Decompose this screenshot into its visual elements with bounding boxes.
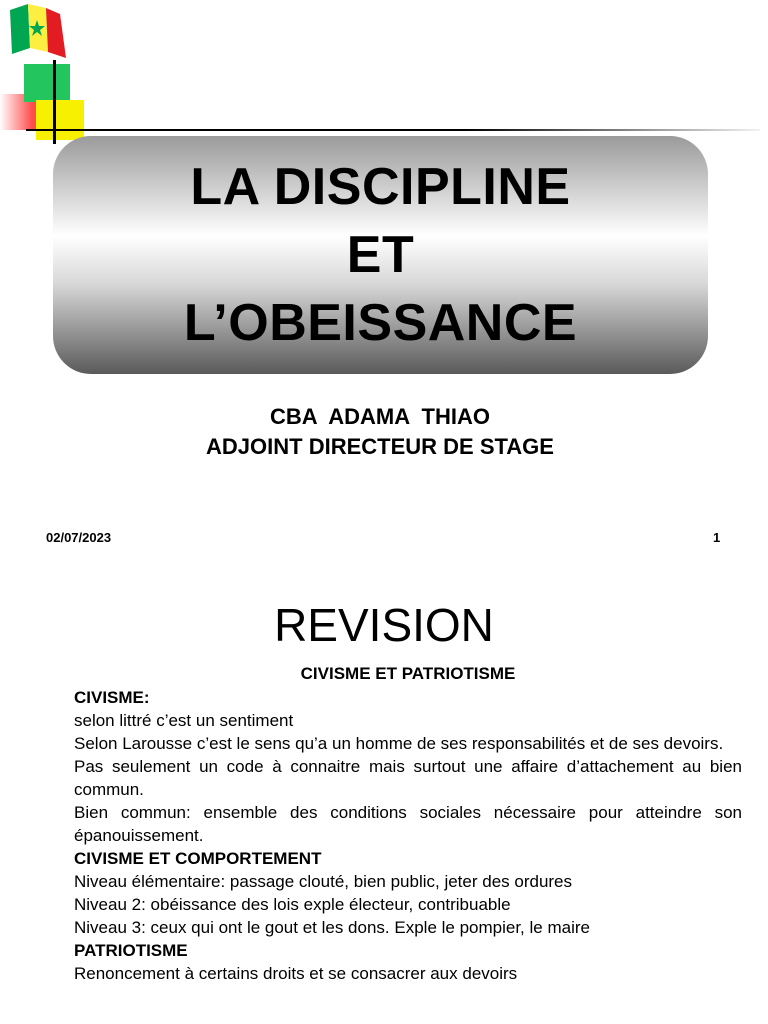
text-line: Pas seulement un code à connaitre mais surtout une affaire d’attachement au bien commun. [74, 757, 742, 799]
author-role: ADJOINT DIRECTEUR DE STAGE [206, 434, 554, 459]
slide-date: 02/07/2023 [46, 530, 112, 545]
section-heading: CIVISME: [74, 688, 150, 707]
decor-yellow-square [36, 100, 84, 140]
text-line: Niveau 2: obéissance des lois exple électeur, contribuable [74, 895, 511, 914]
author-block [0, 402, 760, 462]
decor-green-square [24, 64, 70, 102]
text-line: Niveau élémentaire: passage clouté, bien public, jeter des ordures [74, 872, 573, 891]
section-heading: CIVISME ET COMPORTEMENT [74, 849, 322, 868]
revision-subtitle: CIVISME ET PATRIOTISME [300, 664, 516, 683]
decor-horizontal-line [26, 129, 760, 131]
senegal-flag-icon [8, 4, 66, 58]
slide-number: 1 [713, 530, 721, 545]
title-line-2: ET [346, 226, 415, 284]
text-line: selon littré c’est un sentiment [74, 711, 294, 730]
title-line-3: L’OBEISSANCE [183, 294, 578, 352]
revision-slide [0, 580, 768, 1024]
text-line: Bien commun: ensemble des conditions sociales nécessaire pour atteindre son épanouissement. [74, 803, 742, 845]
revision-title: REVISION [274, 599, 494, 651]
text-line: Renoncement à certains droits et se consacrer aux devoirs [74, 964, 518, 983]
revision-content [74, 686, 742, 985]
decor-vertical-line [53, 60, 56, 144]
section-heading: PATRIOTISME [74, 941, 188, 960]
title-line-1: LA DISCIPLINE [190, 158, 571, 216]
author-name: CBA ADAMA THIAO [270, 404, 490, 429]
text-line: Selon Larousse c’est le sens qu’a un homme de ses responsabilités et de ses devoirs. [74, 734, 724, 753]
text-line: Niveau 3: ceux qui ont le gout et les dons. Exple le pompier, le maire [74, 918, 590, 937]
title-box [53, 136, 708, 374]
